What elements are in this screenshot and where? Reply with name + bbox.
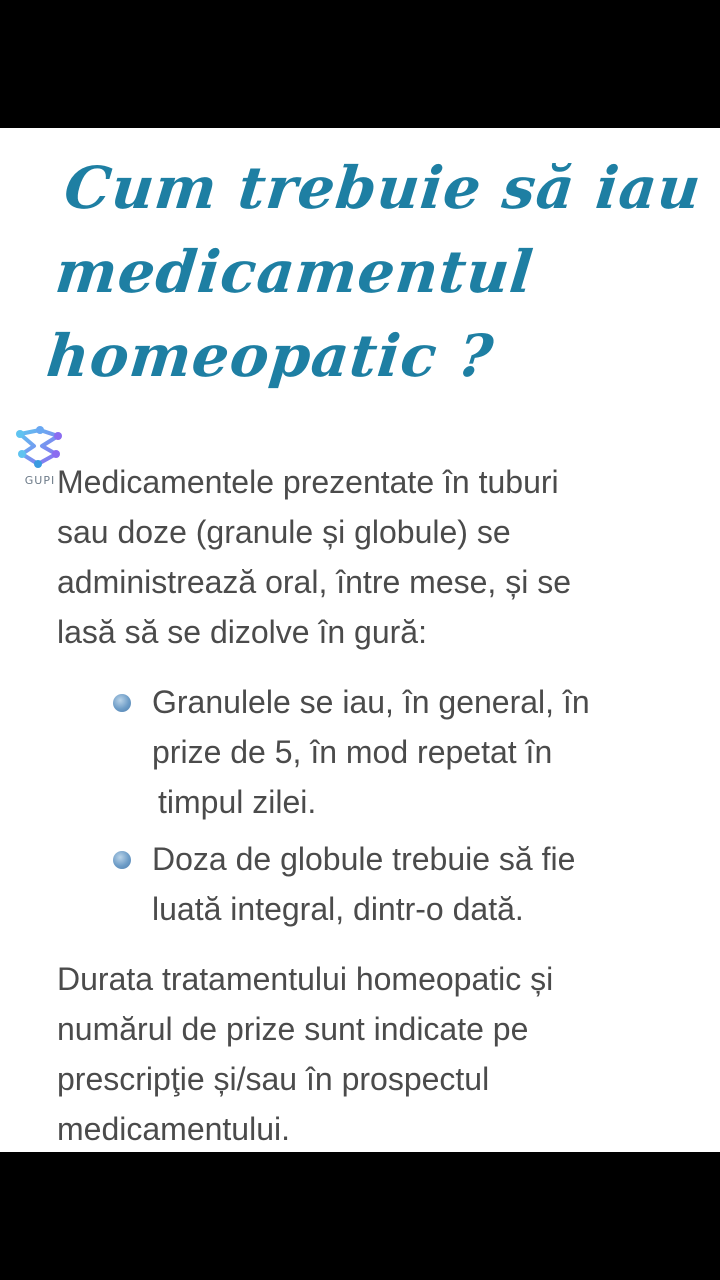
list-item-line: prize de 5, în mod repetat în: [152, 734, 553, 770]
outro-line: medicamentului.: [57, 1111, 290, 1147]
list-item-line: Granulele se iau, în general, în: [152, 684, 590, 720]
outro-line: Durata tratamentului homeopatic și: [57, 961, 554, 997]
intro-line: Medicamentele prezentate în tuburi: [57, 464, 559, 500]
letterbox-bottom: [0, 1152, 720, 1280]
slide-title: [43, 146, 705, 398]
outro-line: numărul de prize sunt indicate pe: [57, 1011, 529, 1047]
intro-line: administrează oral, între mese, și se: [57, 564, 571, 600]
title-line: medicamentul: [52, 238, 537, 306]
gupi-label: GUPI: [24, 474, 56, 487]
outro-line: prescripţie și/sau în prospectul: [57, 1061, 490, 1097]
bullet-dot-icon: [113, 694, 131, 712]
letterbox-top: [0, 0, 720, 128]
list-item-line: Doza de globule trebuie să fie: [152, 841, 576, 877]
intro-line: lasă să se dizolve în gură:: [57, 614, 427, 650]
title-line: Cum trebuie să iau: [61, 154, 705, 222]
slide-content: [0, 128, 720, 1152]
bullet-dot-icon: [113, 851, 131, 869]
list-item: [110, 834, 670, 934]
list-item: [110, 677, 670, 827]
outro-paragraph: [57, 954, 677, 1152]
instructions-list: [110, 677, 670, 941]
list-item-line: timpul zilei.: [158, 784, 317, 820]
list-item-line: luată integral, dintr-o dată.: [152, 891, 524, 927]
intro-line: sau doze (granule și globule) se: [57, 514, 511, 550]
intro-paragraph: [57, 457, 677, 657]
title-line: homeopatic ?: [43, 322, 498, 390]
